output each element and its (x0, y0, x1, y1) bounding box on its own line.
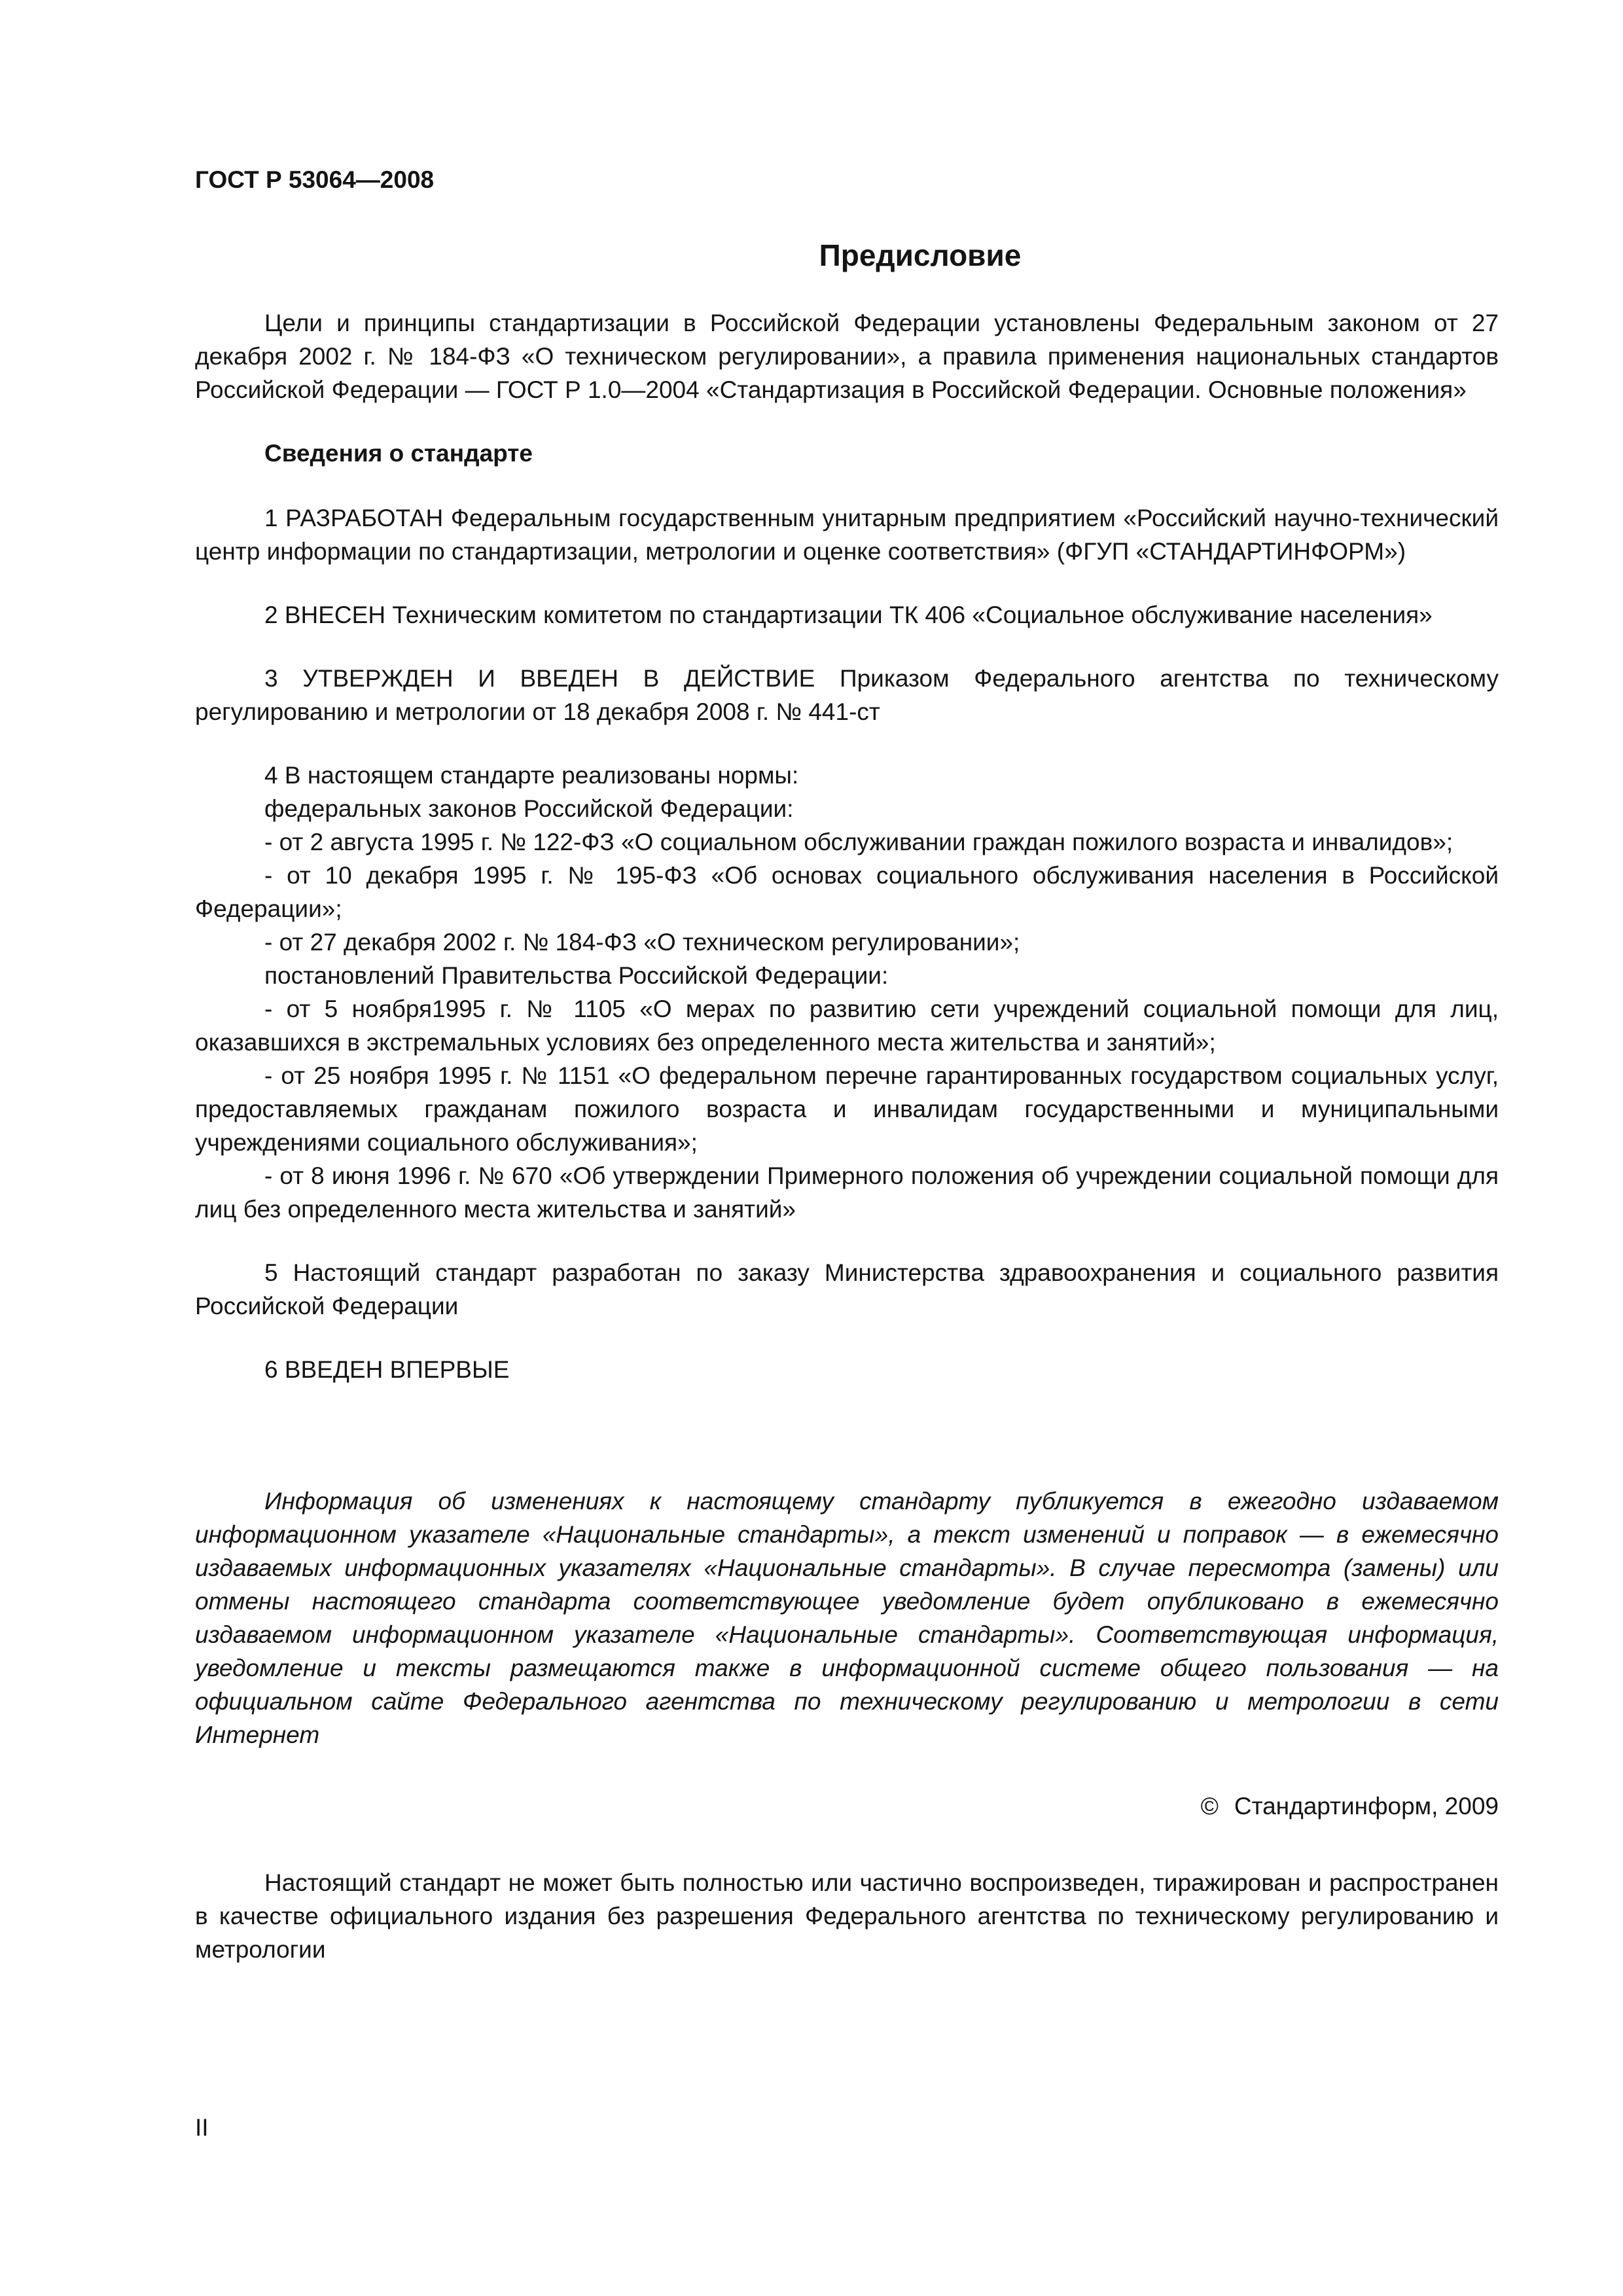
document-code: ГОСТ Р 53064—2008 (195, 166, 435, 193)
copyright-text: Стандартинформ, 2009 (1234, 1793, 1499, 1820)
law-entry: - от 2 августа 1995 г. № 122-ФЗ «О социальном обслуживании граждан пожилого возраста и инвалидов»; (264, 829, 1454, 855)
item-4 (195, 759, 1499, 1226)
page-number: II (195, 2114, 209, 2141)
changes-notice: Информация об изменениях к настоящему стандарту публикуется в ежегодно издаваемом информационном указателе «Национальные стандарты», а текст изменений и поправок — в ежемесячно издаваемых информационных указателях «Национальные стандарты». В случае пересмотра (замены) или отмены настоящего стандарта соответствующее уведомление будет опубликовано в ежемесячно издаваемом информационном указателе «Национальные стандарты». Соответствующая информация, уведомление и тексты размещаются также в информационной системе общего пользования — на официальном сайте Федерального агентства по техническому регулированию и метрологии в сети Интернет (195, 1488, 1499, 1748)
item-3: 3 УТВЕРЖДЕН И ВВЕДЕН В ДЕЙСТВИЕ Приказом Федерального агентства по техническому регулированию и метрологии от 18 декабря 2008 г. № 441-ст (195, 665, 1499, 725)
info-heading: Сведения о стандарте (264, 440, 533, 467)
item-1: 1 РАЗРАБОТАН Федеральным государственным унитарным предприятием «Российский научно-технический центр информации по стандартизации, метрологии и оценке соответствия» (ФГУП «СТАНДАРТИНФОРМ») (195, 505, 1499, 565)
decree-entry: - от 8 июня 1996 г. № 670 «Об утверждении Примерного положения об учреждении социальной помощи для лиц без определенного места жительства и занятий» (195, 1162, 1499, 1223)
intro-paragraph: Цели и принципы стандартизации в Российской Федерации установлены Федеральным законом от 27 декабря 2002 г. № 184-ФЗ «О техническом регулировании», а правила применения национальных стандартов Российской Федерации — ГОСТ Р 1.0—2004 «Стандартизация в Российской Федерации. Основные положения» (195, 310, 1499, 403)
item-4-laws-heading: федеральных законов Российской Федерации: (264, 795, 794, 822)
item-4-lead: 4 В настоящем стандарте реализованы нормы: (264, 762, 799, 789)
decree-entry: - от 5 ноября1995 г. № 1105 «О мерах по развитию сети учреждений социальной помощи для лиц, оказавшихся в экстремальных условиях без определенного места жительства и занятий»; (195, 996, 1499, 1056)
page-title: Предисловие (819, 238, 1022, 272)
law-entry: - от 10 декабря 1995 г. № 195-ФЗ «Об основах социального обслуживания населения в Российской Федерации»; (195, 862, 1499, 922)
item-4-decrees-heading: постановлений Правительства Российской Федерации: (264, 962, 889, 989)
spacer (195, 1386, 1499, 1484)
copyright-line (195, 1789, 1499, 1823)
document-body (195, 236, 1499, 1966)
law-entry: - от 27 декабря 2002 г. № 184-ФЗ «О техническом регулировании»; (264, 929, 1020, 956)
item-6: 6 ВВЕДЕН ВПЕРВЫЕ (264, 1356, 510, 1383)
decree-entry: - от 25 ноября 1995 г. № 1151 «О федеральном перечне гарантированных государством социальных услуг, предоставляемых гражданам пожилого возраста и инвалидам государственными и муниципальными учреждениями социального обслуживания»; (195, 1062, 1499, 1156)
reproduction-notice: Настоящий стандарт не может быть полностью или частично воспроизведен, тиражирован и распространен в качестве официального издания без разрешения Федерального агентства по техническому регулированию и метрологии (195, 1869, 1499, 1963)
item-2: 2 ВНЕСЕН Техническим комитетом по стандартизации ТК 406 «Социальное обслуживание населения» (264, 601, 1433, 628)
item-5: 5 Настоящий стандарт разработан по заказу Министерства здравоохранения и социального развития Российской Федерации (195, 1259, 1499, 1319)
copyright-symbol: © (1200, 1793, 1219, 1820)
